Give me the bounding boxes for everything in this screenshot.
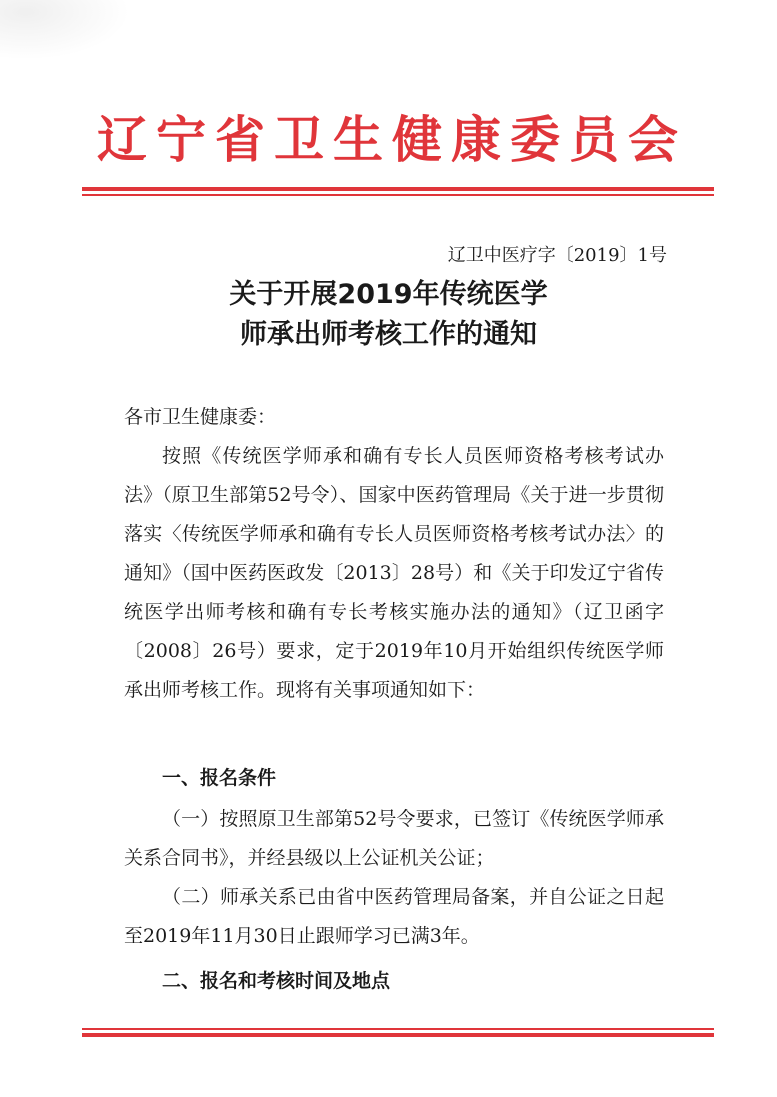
scan-smudge [0,0,130,60]
intro-section [124,437,664,710]
document-title-line-1: 关于开展2019年传统医学 [229,279,548,310]
footer-rule-thin [82,1028,714,1030]
letterhead-rule-thin [82,194,714,196]
section-1-item-1: （一）按照原卫生部第52号令要求，已签订《传统医学师承关系合同书》，并经县级以上公证机关公证； [124,808,664,869]
document-title-line-2: 师承出师考核工作的通知 [240,319,537,350]
intro-paragraph: 按照《传统医学师承和确有专长人员医师资格考核考试办法》（原卫生部第52号令）、国家中医药管理局《关于进一步贯彻落实〈传统医学师承和确有专长人员医师资格考核考试办法〉的通知》（国中医药医政发〔2013〕28号）和《关于印发辽宁省传统医学出师考核和确有专长考核实施办法的通知》（辽卫函字〔2008〕26号）要求，定于2019年10月开始组织传统医学师承出师考核工作。现将有关事项通知如下： [124,445,664,701]
letterhead-organization: 辽宁省卫生健康委员会 [97,110,687,169]
section-2-heading: 二、报名和考核时间及地点 [162,970,391,992]
section-1-body [124,800,664,956]
salutation: 各市卫生健康委： [124,406,277,428]
document-number: 辽卫中医疗字〔2019〕1号 [447,245,667,266]
section-1-heading: 一、报名条件 [162,767,277,789]
footer-rule-thick [82,1033,714,1037]
section-1-item-2: （二）师承关系已由省中医药管理局备案，并自公证之日起至2019年11月30日止跟师学习已满3年。 [124,886,664,947]
letterhead-rule-thick [82,187,714,191]
